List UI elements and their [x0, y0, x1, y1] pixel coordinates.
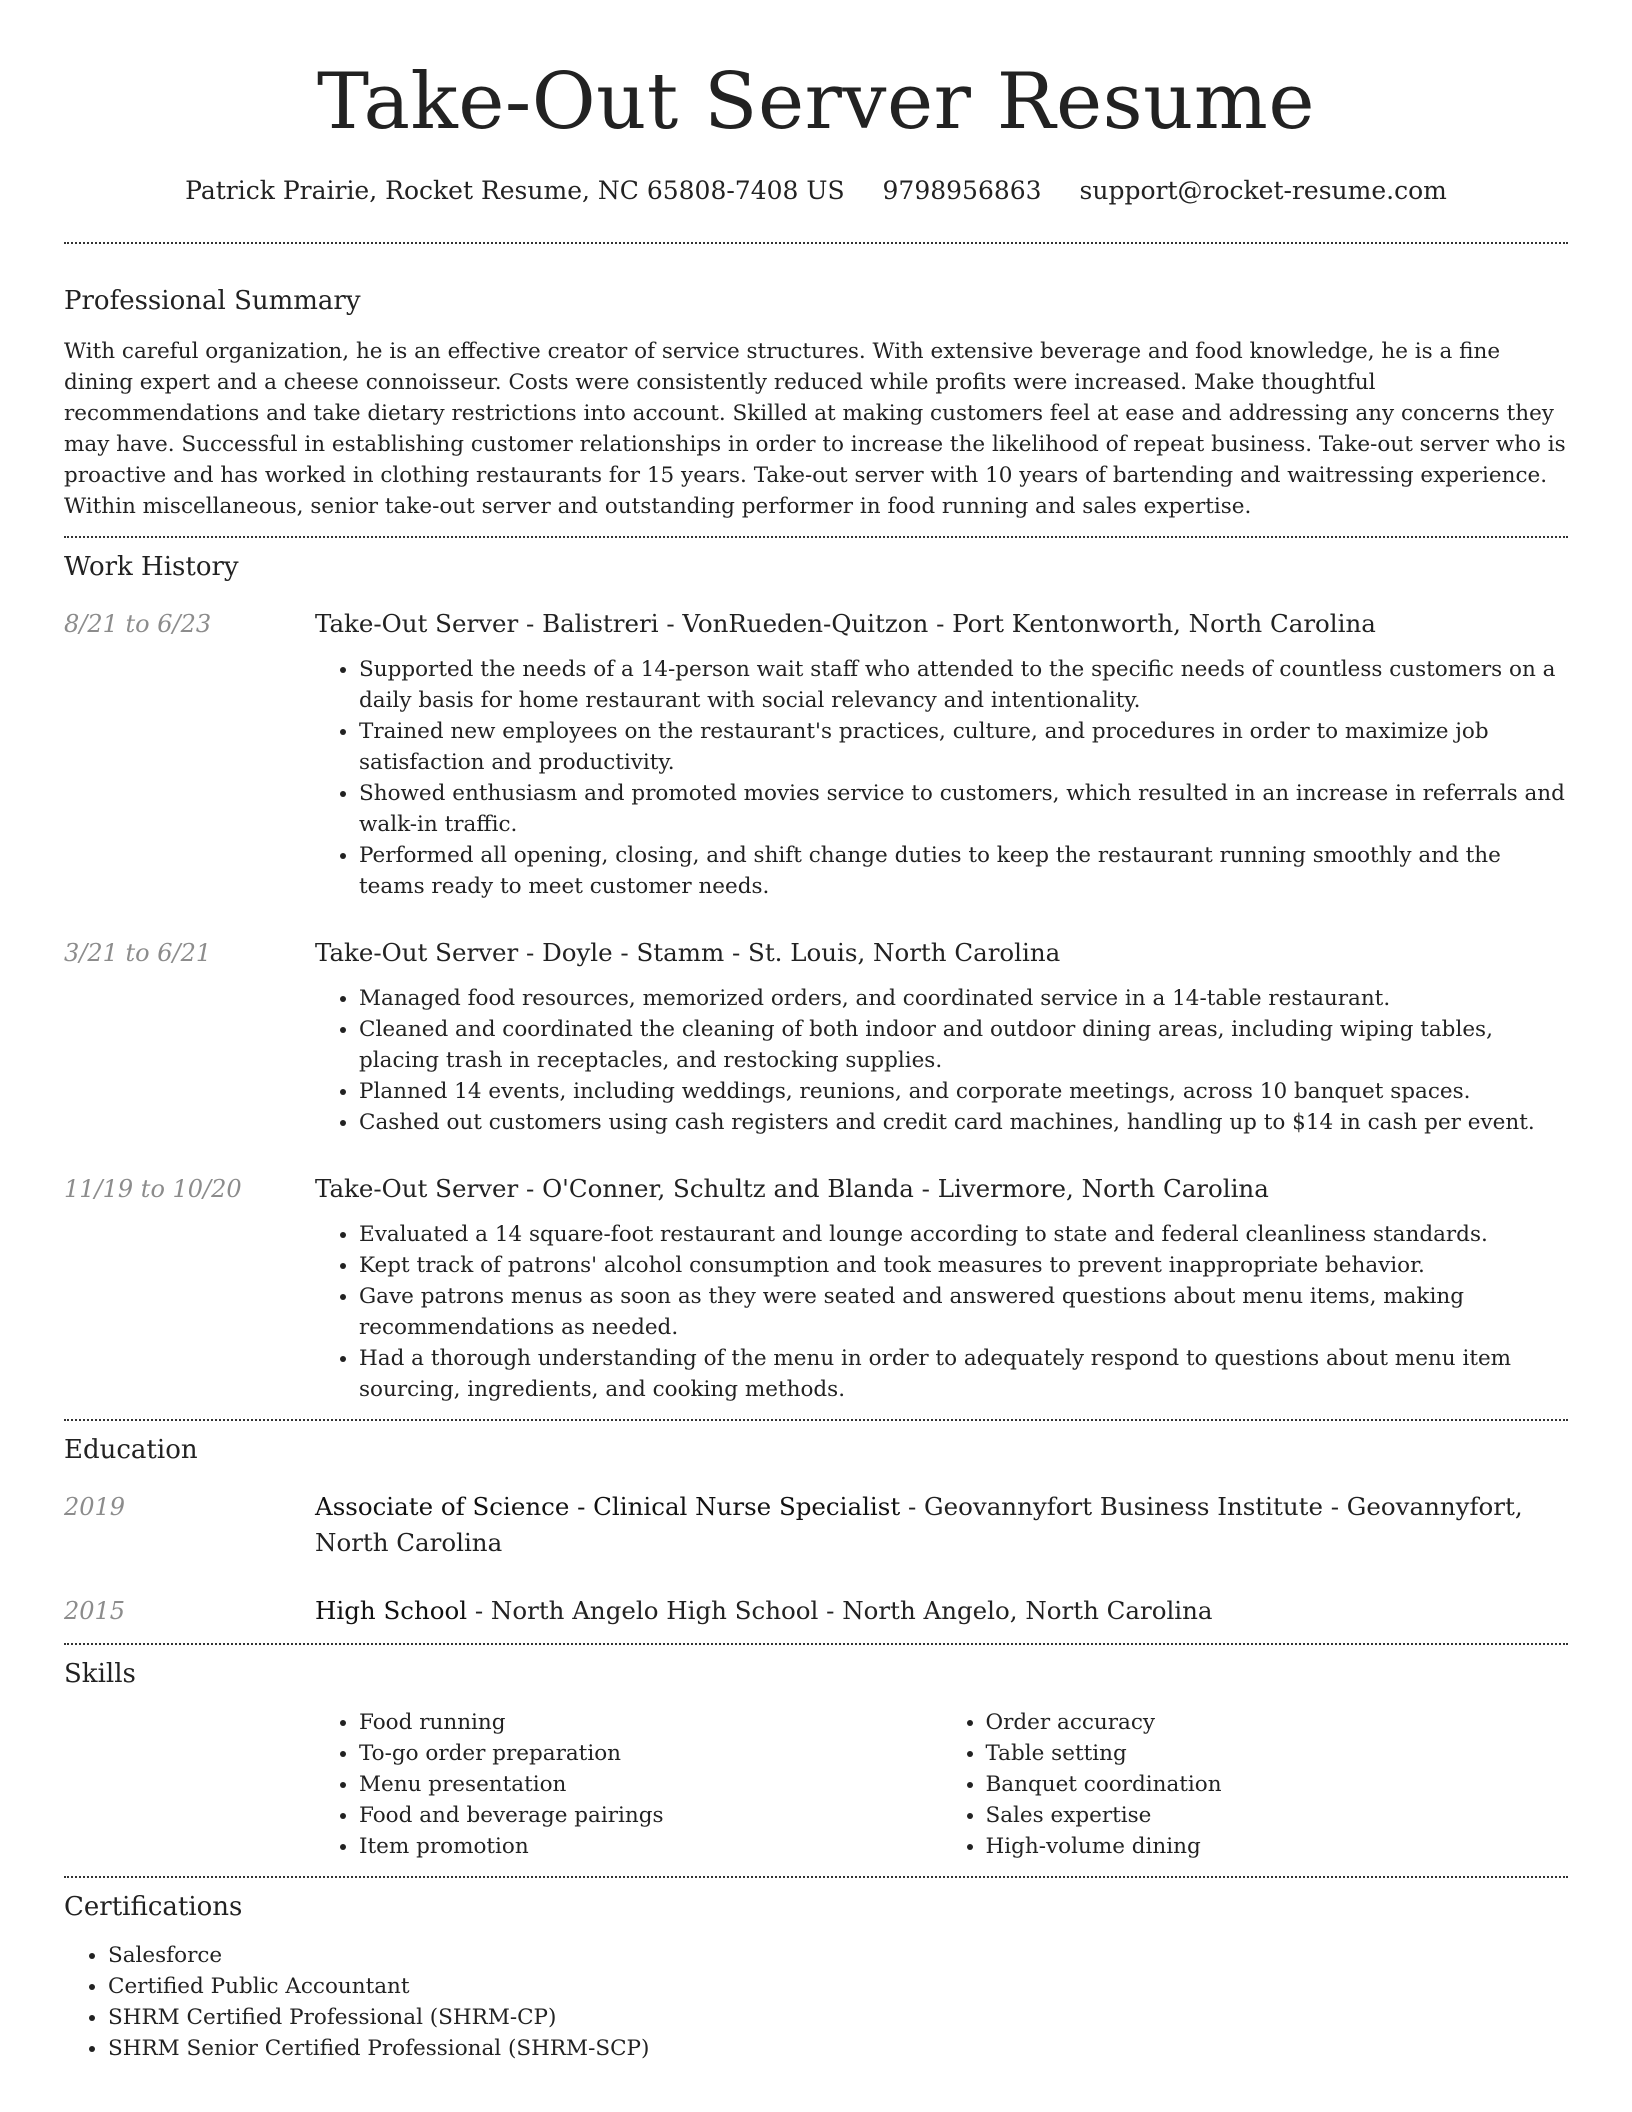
list-item: • Food running	[359, 1707, 942, 1738]
job-title: Take-Out Server - Doyle - Stamm - St. Louis, North Carolina	[315, 938, 1061, 967]
section-title-certifications: Certifications	[64, 1892, 243, 1922]
job-entry	[64, 606, 1568, 902]
divider	[64, 1419, 1568, 1421]
job-entry	[64, 1171, 1568, 1405]
skills-column-right	[942, 1707, 1569, 1862]
list-item: • Performed all opening, closing, and shift change duties to keep the restaurant running smoothly and the teams ready to meet customer needs.	[359, 840, 1568, 902]
job-title: Take-Out Server - O'Conner, Schultz and Blanda - Livermore, North Carolina	[315, 1174, 1269, 1203]
contact-address: Patrick Prairie, Rocket Resume, NC 65808-7408 US	[185, 176, 845, 205]
education-school: - North Angelo High School - North Angelo, North Carolina	[467, 1596, 1213, 1625]
skills-list	[315, 1707, 1568, 1862]
list-item: • Item promotion	[359, 1831, 942, 1862]
job-title: Take-Out Server - Balistreri - VonRueden-Quitzon - Port Kentonworth, North Carolina	[315, 609, 1376, 638]
education-year: 2015	[64, 1597, 126, 1625]
list-item: • Evaluated a 14 square-foot restaurant and lounge according to state and federal cleanliness standards.	[359, 1219, 1568, 1250]
divider	[64, 1876, 1568, 1878]
list-item: • To-go order preparation	[359, 1738, 942, 1769]
list-item: • Sales expertise	[986, 1800, 1569, 1831]
divider	[64, 536, 1568, 538]
job-bullets	[315, 983, 1568, 1138]
education-school: - Geovannyfort Business Institute - Geovannyfort, North Carolina	[315, 1492, 1523, 1557]
section-title-summary: Professional Summary	[64, 286, 361, 316]
job-dates: 3/21 to 6/21	[64, 939, 212, 967]
divider	[64, 1643, 1568, 1645]
contact-phone: 9798956863	[882, 176, 1042, 205]
list-item: • Banquet coordination	[986, 1769, 1569, 1800]
education-entry	[64, 1489, 1568, 1561]
resume-page	[64, 0, 1568, 2064]
job-dates: 11/19 to 10/20	[64, 1175, 242, 1203]
list-item: • Managed food resources, memorized orders, and coordinated service in a 14-table restaurant.	[359, 983, 1568, 1014]
list-item: • Planned 14 events, including weddings, reunions, and corporate meetings, across 10 banquet spaces.	[359, 1076, 1568, 1107]
job-bullets	[315, 1219, 1568, 1405]
list-item: • High-volume dining	[986, 1831, 1569, 1862]
contact-email: support@rocket-resume.com	[1079, 176, 1447, 205]
list-item: • Showed enthusiasm and promoted movies service to customers, which resulted in an increase in referrals and walk-in traffic.	[359, 778, 1568, 840]
list-item: • Food and beverage pairings	[359, 1800, 942, 1831]
contact-line	[64, 174, 1568, 208]
education-year: 2019	[64, 1493, 126, 1521]
list-item: • Menu presentation	[359, 1769, 942, 1800]
list-item: • Table setting	[986, 1738, 1569, 1769]
list-item: • Certified Public Accountant	[108, 1971, 1568, 2002]
certifications-list	[64, 1940, 1568, 2064]
list-item: • Order accuracy	[986, 1707, 1569, 1738]
section-title-skills: Skills	[64, 1659, 136, 1689]
list-item: • Gave patrons menus as soon as they were seated and answered questions about menu items, making recommendations as needed.	[359, 1281, 1568, 1343]
section-title-education: Education	[64, 1435, 198, 1465]
skills-column-left	[315, 1707, 942, 1862]
list-item: • Cleaned and coordinated the cleaning of both indoor and outdoor dining areas, including wiping tables, placing trash in receptacles, and restocking supplies.	[359, 1014, 1568, 1076]
list-item: • Salesforce	[108, 1940, 1568, 1971]
education-degree: High School	[315, 1596, 468, 1625]
list-item: • Kept track of patrons' alcohol consumption and took measures to prevent inappropriate behavior.	[359, 1250, 1568, 1281]
job-dates: 8/21 to 6/23	[64, 610, 212, 638]
summary-text: With careful organization, he is an effective creator of service structures. With extensive beverage and food knowledge, he is a fine dining expert and a cheese connoisseur. Costs were consistently reduced while profits were increased. Make thoughtful recommendations and take dietary restrictions into account. Skilled at making customers feel at ease and addressing any concerns they may have. Successful in establishing customer relationships in order to increase the likelihood of repeat business. Take-out server who is proactive and has worked in clothing restaurants for 15 years. Take-out server with 10 years of bartending and waitressing experience. Within miscellaneous, senior take-out server and outstanding performer in food running and sales expertise.	[64, 339, 1566, 519]
list-item: • Had a thorough understanding of the menu in order to adequately respond to questions about menu item sourcing, ingredients, and cooking methods.	[359, 1343, 1568, 1405]
list-item: • Supported the needs of a 14-person wait staff who attended to the specific needs of countless customers on a daily basis for home restaurant with social relevancy and intentionality.	[359, 654, 1568, 716]
divider	[64, 242, 1568, 244]
list-item: • Trained new employees on the restaurant's practices, culture, and procedures in order to maximize job satisfaction and productivity.	[359, 716, 1568, 778]
list-item: • SHRM Certified Professional (SHRM-CP)	[108, 2002, 1568, 2033]
job-bullets	[315, 654, 1568, 902]
education-entry	[64, 1593, 1568, 1629]
education-degree: Associate of Science - Clinical Nurse Specialist	[315, 1492, 901, 1521]
list-item: • Cashed out customers using cash registers and credit card machines, handling up to $14 in cash per event.	[359, 1107, 1568, 1138]
list-item: • SHRM Senior Certified Professional (SHRM-SCP)	[108, 2033, 1568, 2064]
section-title-work-history: Work History	[64, 552, 239, 582]
job-entry	[64, 935, 1568, 1138]
resume-title: Take-Out Server Resume	[316, 57, 1316, 147]
